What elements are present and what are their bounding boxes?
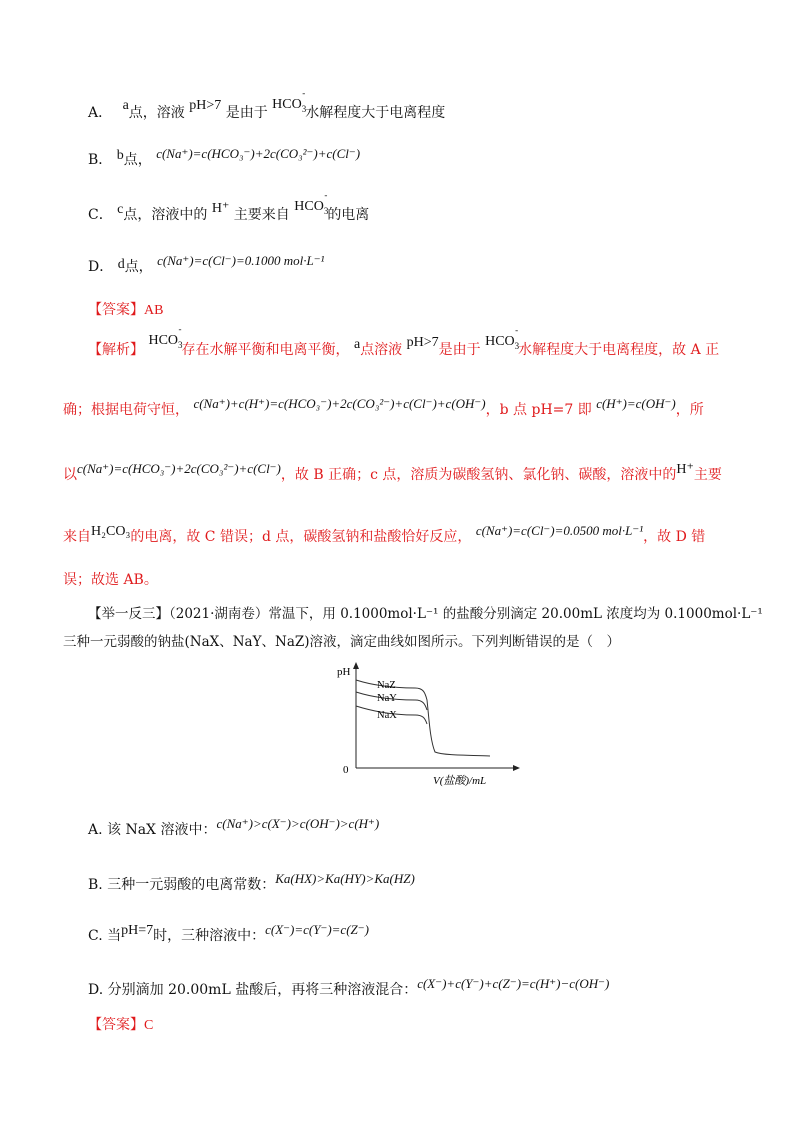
origin-label: 0 — [343, 764, 349, 776]
y-axis-label: pH — [337, 666, 351, 678]
y-axis-arrow — [353, 662, 359, 669]
titration-chart — [335, 660, 535, 790]
q1-analysis-line5: 误；故选 AB。 — [63, 572, 158, 588]
q1-option-b: B． b点， c(Na⁺)=c(HCO₃⁻)+2c(CO₃²⁻)+c(Cl⁻) — [88, 146, 361, 168]
q2-option-b: B. 三种一元弱酸的电离常数：Ka(HX)>Ka(HY)>Ka(HZ) — [88, 871, 415, 893]
x-axis-arrow — [513, 765, 520, 771]
q1-option-c: C． c点，溶液中的 H⁺ 主要来自 $HCO_3^-$的电离 — [88, 190, 370, 223]
formula-b: c(Na⁺)=c(HCO₃⁻)+2c(CO₃²⁻)+c(Cl⁻) — [156, 146, 361, 161]
series-label-nay: NaY — [377, 693, 397, 704]
q2-option-d: D. 分别滴加 20.00mL 盐酸后，再将三种溶液混合：c(X⁻)+c(Y⁻)+c(Z⁻)=c(H⁺)−c(OH⁻) — [88, 976, 610, 998]
q1-option-d: D． d点， c(Na⁺)=c(Cl⁻)=0.1000 mol·L⁻¹ — [88, 253, 325, 275]
series-label-naz: NaZ — [377, 680, 396, 691]
series-label-nax: NaX — [377, 710, 397, 721]
x-axis-label: V(盐酸)/mL — [433, 775, 487, 787]
q2-option-a: A. 该 NaX 溶液中：c(Na⁺)>c(X⁻)>c(OH⁻)>c(H⁺) — [88, 816, 380, 838]
q2-stem-line1: 【举一反三】（2021·湖南卷）常温下，用 0.1000mol·L⁻¹ 的盐酸分别滴定 20.00mL 浓度均为 0.1000mol·L⁻¹ — [88, 606, 763, 622]
q1-analysis-line2: 确；根据电荷守恒， c(Na⁺)+c(H⁺)=c(HCO₃⁻)+2c(CO₃²⁻)+c(Cl⁻)+c(OH⁻)，b 点 pH=7 即 c(H⁺)=c(OH⁻)，所 — [63, 396, 704, 418]
q1-option-a: A． a点，溶液 pH>7 是由于 $HCO_3^-$水解程度大于电离程度 — [88, 88, 446, 121]
formula-d: c(Na⁺)=c(Cl⁻)=0.1000 mol·L⁻¹ — [157, 253, 325, 268]
q2-option-c: C. 当pH=7时，三种溶液中：c(X⁻)=c(Y⁻)=c(Z⁻) — [88, 922, 369, 944]
q2-answer: 【答案】C — [88, 1017, 154, 1033]
q1-analysis-line3: 以c(Na⁺)=c(HCO₃⁻)+2c(CO₃²⁻)+c(Cl⁻)，故 B 正确；c 点，溶质为碳酸氢钠、氯化钠、碳酸，溶液中的H⁺主要 — [63, 461, 722, 483]
q1-analysis-line4: 来自H₂CO₃的电离，故 C 错误；d 点，碳酸氢钠和盐酸恰好反应， c(Na⁺)=c(Cl⁻)=0.0500 mol·L⁻¹，故 D 错 — [63, 523, 706, 545]
q1-analysis-line1: 【解析】 $HCO_3^-$存在水解平衡和电离平衡， a点溶液 pH>7是由于 $HCO_3^-$水解程度大于电离程度，故 A 正 — [88, 324, 720, 358]
q1-answer: 【答案】AB — [88, 302, 164, 318]
q2-stem-line2: 三种一元弱酸的钠盐(NaX、NaY、NaZ)溶液，滴定曲线如图所示。下列判断错误的是（ ） — [63, 634, 621, 650]
